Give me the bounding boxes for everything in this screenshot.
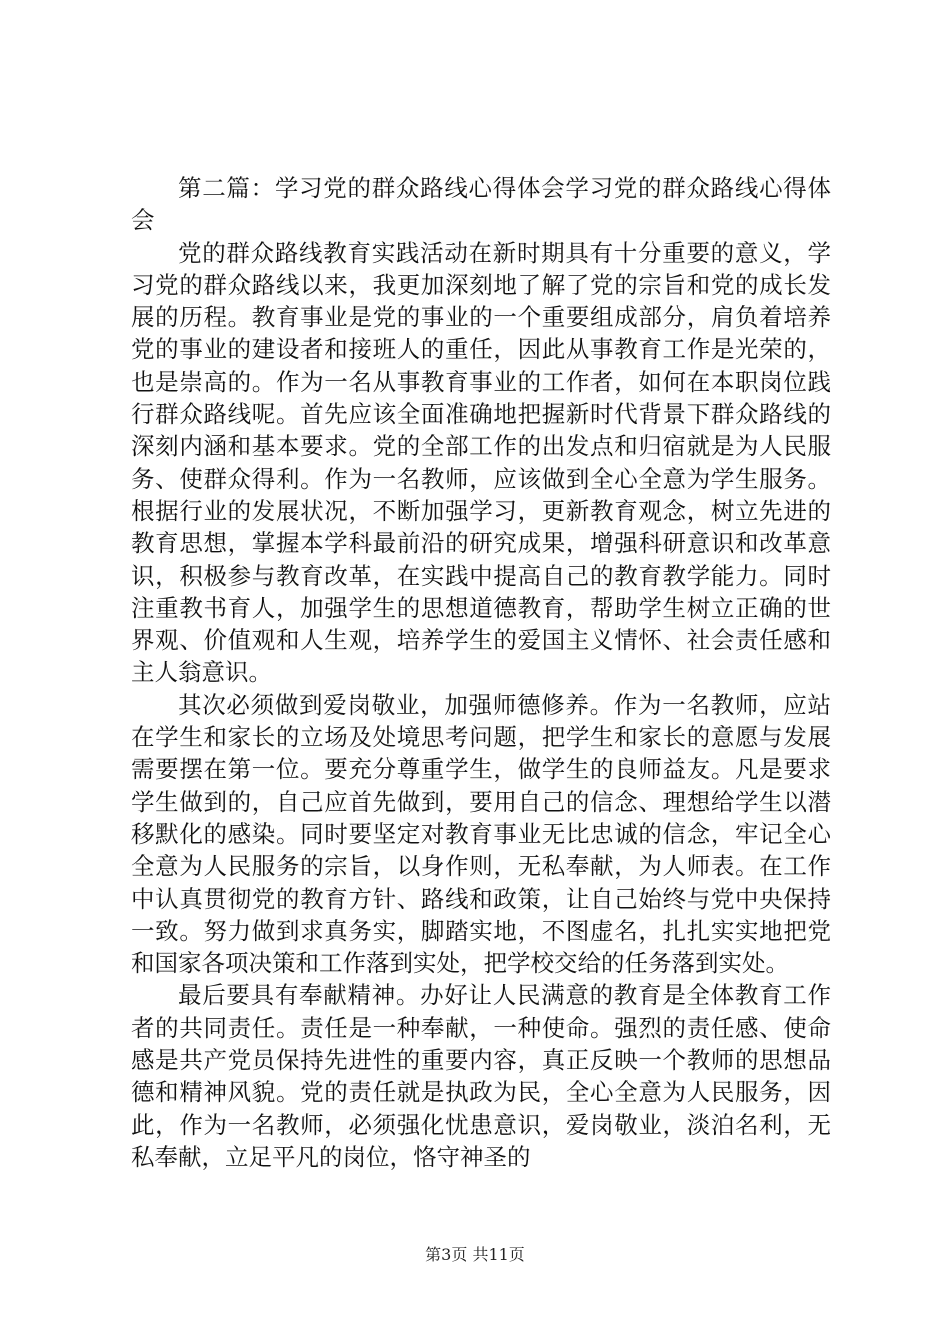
page-number-footer: 第3页 共11页 [425, 1245, 525, 1264]
body-paragraph-3: 最后要具有奉献精神。办好让人民满意的教育是全体教育工作者的共同责任。责任是一种奉献，一种使命。强烈的责任感、使命感是共产党员保持先进性的重要内容，真正反映一个教师的思想品德和精神风貌。党的责任就是执政为民，全心全意为人民服务，因此，作为一名教师，必须强化忧患意识，爱岗敬业，淡泊名利，无私奉献，立足平凡的岗位，恪守神圣的 [131, 981, 831, 1171]
body-paragraph-2: 其次必须做到爱岗敬业，加强师德修养。作为一名教师，应站在学生和家长的立场及处境思考问题，把学生和家长的意愿与发展需要摆在第一位。要充分尊重学生，做学生的良师益友。凡是要求学生做到的，自己应首先做到，要用自己的信念、理想给学生以潜移默化的感染。同时要坚定对教育事业无比忠诚的信念，牢记全心全意为人民服务的宗旨，以身作则，无私奉献，为人师表。在工作中认真贯彻党的教育方针、路线和政策，让自己始终与党中央保持一致。努力做到求真务实，脚踏实地，不图虚名，扎扎实实地把党和国家各项决策和工作落到实处，把学校交给的任务落到实处。 [131, 690, 831, 978]
document-body [131, 172, 831, 1173]
section-title: 第二篇：学习党的群众路线心得体会学习党的群众路线心得体会 [131, 174, 831, 235]
body-paragraph-1: 党的群众路线教育实践活动在新时期具有十分重要的意义，学习党的群众路线以来，我更加深刻地了解了党的宗旨和党的成长发展的历程。教育事业是党的事业的一个重要组成部分，肩负着培养党的事业的建设者和接班人的重任，因此从事教育工作是光荣的，也是崇高的。作为一名从事教育事业的工作者，如何在本职岗位践行群众路线呢。首先应该全面准确地把握新时代背景下群众路线的深刻内涵和基本要求。党的全部工作的出发点和归宿就是为人民服务、使群众得利。作为一名教师，应该做到全心全意为学生服务。根据行业的发展状况，不断加强学习，更新教育观念，树立先进的教育思想，掌握本学科最前沿的研究成果，增强科研意识和改革意识，积极参与教育改革，在实践中提高自己的教育教学能力。同时注重教书育人，加强学生的思想道德教育，帮助学生树立正确的世界观、价值观和人生观，培养学生的爱国主义情怀、社会责任感和主人翁意识。 [131, 238, 831, 687]
